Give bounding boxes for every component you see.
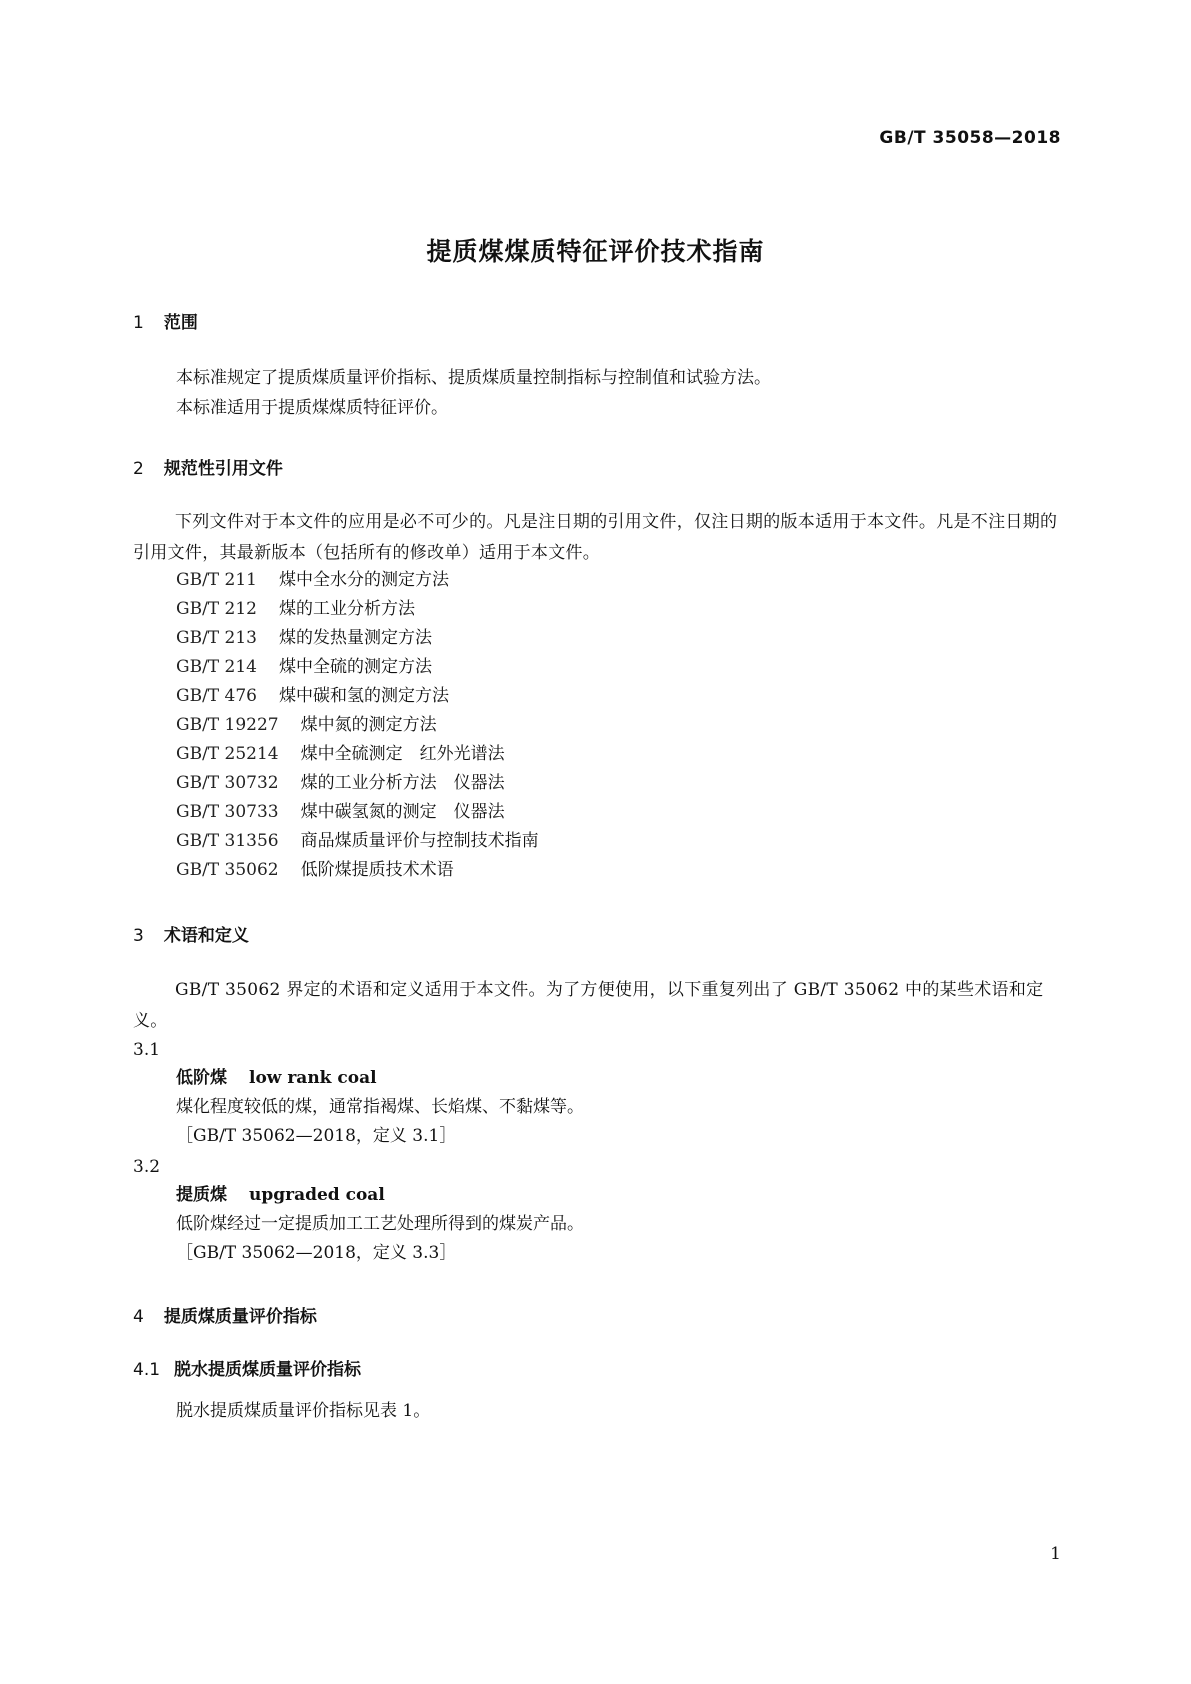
reference-name: 煤中碳和氢的测定方法 <box>279 686 449 706</box>
reference-name: 煤中全硫的测定方法 <box>279 657 432 677</box>
section-4-heading <box>133 1302 317 1327</box>
term-number: 3.2 <box>133 1157 161 1177</box>
page-number: 1 <box>1050 1544 1061 1564</box>
term-definition: 煤化程度较低的煤，通常指褐煤、长焰煤、不黏煤等。 <box>176 1097 584 1117</box>
subsection-4-1-heading <box>133 1355 361 1380</box>
section-title: 范围 <box>163 313 198 333</box>
reference-item <box>176 681 449 712</box>
reference-item <box>176 739 505 770</box>
section-number: 2 <box>133 459 144 479</box>
subsection-title: 脱水提质煤质量评价指标 <box>174 1360 362 1380</box>
reference-item <box>176 768 505 799</box>
reference-name: 煤的工业分析方法 <box>279 599 415 619</box>
reference-item <box>176 623 432 654</box>
reference-code: GB/T 212 <box>176 599 257 619</box>
reference-name: 煤中碳氢氮的测定 仪器法 <box>300 802 505 822</box>
section-1-heading <box>133 308 198 333</box>
term-number: 3.1 <box>133 1040 161 1060</box>
section-title: 规范性引用文件 <box>163 459 283 479</box>
reference-name: 煤中全水分的测定方法 <box>279 570 449 590</box>
reference-code: GB/T 35062 <box>176 860 279 880</box>
paragraph: GB/T 35062 界定的术语和定义适用于本文件。为了方便使用，以下重复列出了 GB/T 35062 中的某些术语和定义。 <box>133 980 1044 1031</box>
section-3-heading <box>133 921 249 946</box>
term-english: upgraded coal <box>249 1185 385 1205</box>
reference-code: GB/T 214 <box>176 657 257 677</box>
reference-code: GB/T 31356 <box>176 831 279 851</box>
reference-code: GB/T 213 <box>176 628 257 648</box>
section-2-heading <box>133 454 283 479</box>
term-chinese: 提质煤 <box>176 1185 227 1205</box>
section-number: 3 <box>133 926 144 946</box>
reference-item <box>176 797 505 828</box>
term-definition: 低阶煤经过一定提质加工工艺处理所得到的煤炭产品。 <box>176 1214 584 1234</box>
term-entry <box>176 1063 377 1094</box>
reference-item <box>176 594 415 625</box>
paragraph: 本标准规定了提质煤质量评价指标、提质煤质量控制指标与控制值和试验方法。 <box>176 368 771 388</box>
reference-code: GB/T 30732 <box>176 773 279 793</box>
reference-item <box>176 565 449 596</box>
paragraph: 下列文件对于本文件的应用是必不可少的。凡是注日期的引用文件，仅注日期的版本适用于本文件。凡是不注日期的引用文件，其最新版本（包括所有的修改单）适用于本文件。 <box>133 512 1058 563</box>
section-number: 4 <box>133 1307 144 1327</box>
section-title: 提质煤质量评价指标 <box>163 1307 317 1327</box>
reference-name: 煤中氮的测定方法 <box>300 715 437 735</box>
term-chinese: 低阶煤 <box>176 1068 227 1088</box>
reference-item <box>176 710 437 741</box>
reference-code: GB/T 211 <box>176 570 257 590</box>
document-title: 提质煤煤质特征评价技术指南 <box>426 237 765 266</box>
reference-name: 商品煤质量评价与控制技术指南 <box>300 831 539 851</box>
subsection-number: 4.1 <box>133 1360 161 1380</box>
reference-item <box>176 652 432 683</box>
reference-code: GB/T 30733 <box>176 802 279 822</box>
term-source: ［GB/T 35062—2018，定义 3.3］ <box>176 1243 457 1263</box>
reference-name: 煤中全硫测定 红外光谱法 <box>300 744 505 764</box>
paragraph: 脱水提质煤质量评价指标见表 1。 <box>176 1401 431 1421</box>
reference-name: 煤的发热量测定方法 <box>279 628 432 648</box>
section-number: 1 <box>133 313 144 333</box>
reference-item <box>176 826 539 857</box>
reference-name: 低阶煤提质技术术语 <box>300 860 454 880</box>
term-english: low rank coal <box>249 1068 377 1088</box>
reference-code: GB/T 25214 <box>176 744 279 764</box>
section-title: 术语和定义 <box>163 926 249 946</box>
reference-code: GB/T 19227 <box>176 715 279 735</box>
reference-name: 煤的工业分析方法 仪器法 <box>300 773 505 793</box>
standard-code: GB/T 35058—2018 <box>879 128 1061 148</box>
term-entry <box>176 1180 385 1211</box>
reference-item <box>176 855 454 886</box>
term-source: ［GB/T 35062—2018，定义 3.1］ <box>176 1126 457 1146</box>
reference-code: GB/T 476 <box>176 686 257 706</box>
paragraph: 本标准适用于提质煤煤质特征评价。 <box>176 398 448 418</box>
